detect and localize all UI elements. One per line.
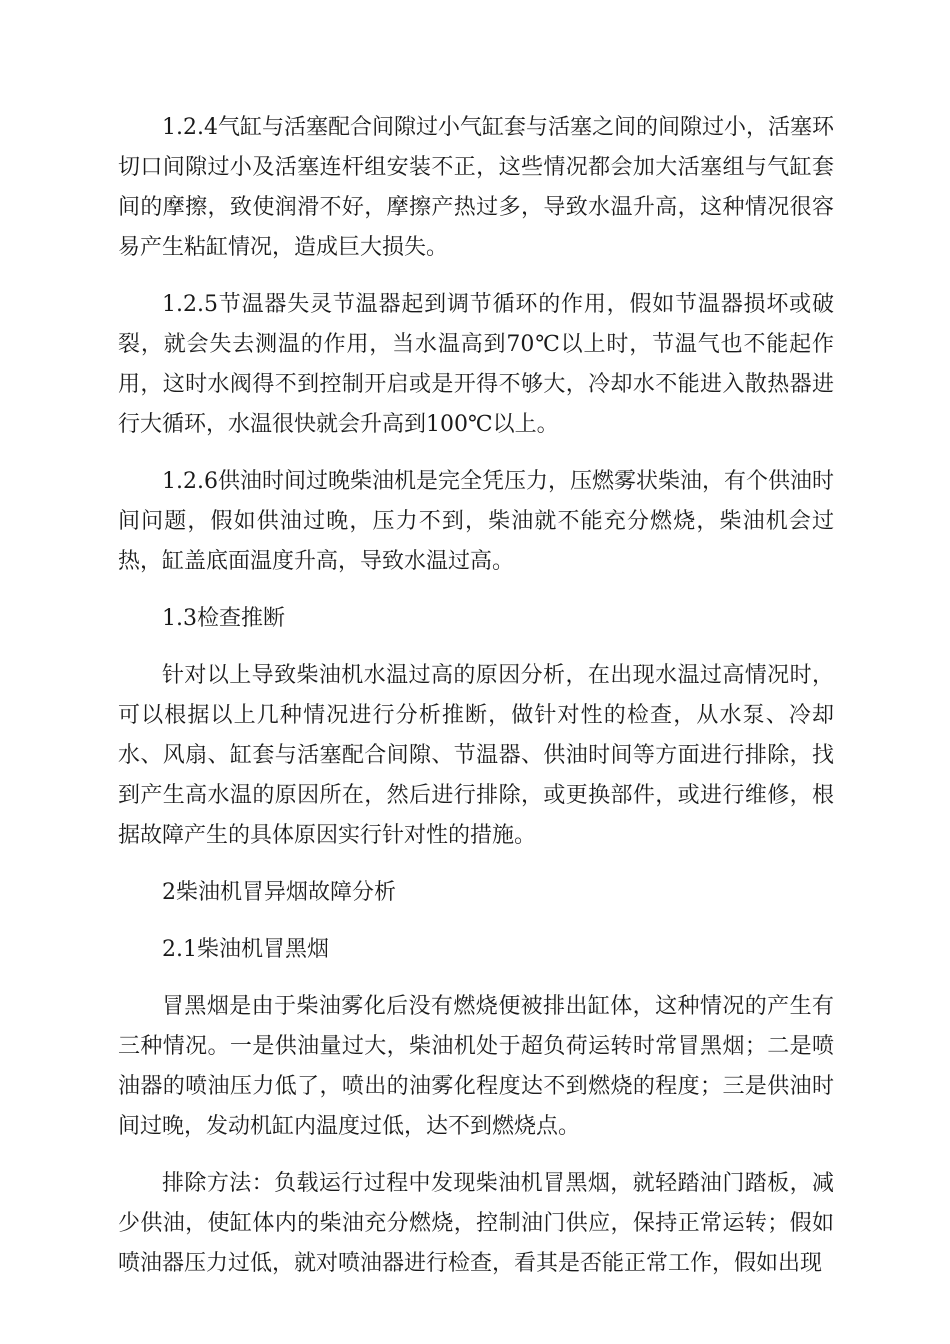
paragraph-1-2-4: 1.2.4气缸与活塞配合间隙过小气缸套与活塞之间的间隙过小，活塞环切口间隙过小及活塞连杆组安装不正，这些情况都会加大活塞组与气缸套间的摩擦，致使润滑不好，摩擦产热过多，导致水温升高，这种情况很容易产生粘缸情况，造成巨大损失。 xyxy=(118,115,834,260)
paragraph-black-smoke: 冒黑烟是由于柴油雾化后没有燃烧便被排出缸体，这种情况的产生有三种情况。一是供油量过大，柴油机处于超负荷运转时常冒黑烟；二是喷油器的喷油压力低了，喷出的油雾化程度达不到燃烧的程度；三是供油时间过晚，发动机缸内温度过低，达不到燃烧点。 xyxy=(118,994,834,1139)
section-heading-1-3: 1.3检查推断 xyxy=(162,606,285,631)
section-heading-2-1: 2.1柴油机冒黑烟 xyxy=(162,937,329,962)
paragraph-inspection: 针对以上导致柴油机水温过高的原因分析，在出现水温过高情况时，可以根据以上几种情况进行分析推断，做针对性的检查，从水泵、冷却水、风扇、缸套与活塞配合间隙、节温器、供油时间等方面进行排除，找到产生高水温的原因所在，然后进行排除，或更换部件，或进行维修，根据故障产生的具体原因实行针对性的措施。 xyxy=(118,663,834,848)
paragraph-1-2-5: 1.2.5节温器失灵节温器起到调节循环的作用，假如节温器损坏或破裂，就会失去测温的作用，当水温高到70℃以上时，节温气也不能起作用，这时水阀得不到控制开启或是开得不够大，冷却水不能进入散热器进行大循环，水温很快就会升高到100℃以上。 xyxy=(118,292,834,437)
paragraph-1-2-6: 1.2.6供油时间过晚柴油机是完全凭压力，压燃雾状柴油，有个供油时间问题，假如供油过晚，压力不到，柴油就不能充分燃烧，柴油机会过热，缸盖底面温度升高，导致水温过高。 xyxy=(118,469,834,574)
paragraph-remedy: 排除方法：负载运行过程中发现柴油机冒黑烟，就轻踏油门踏板，减少供油，使缸体内的柴油充分燃烧，控制油门供应，保持正常运转；假如喷油器压力过低，就对喷油器进行检查，看其是否能正常工作，假如出现 xyxy=(118,1171,834,1276)
section-heading-2: 2柴油机冒异烟故障分析 xyxy=(162,880,396,905)
document-body xyxy=(118,108,834,1301)
